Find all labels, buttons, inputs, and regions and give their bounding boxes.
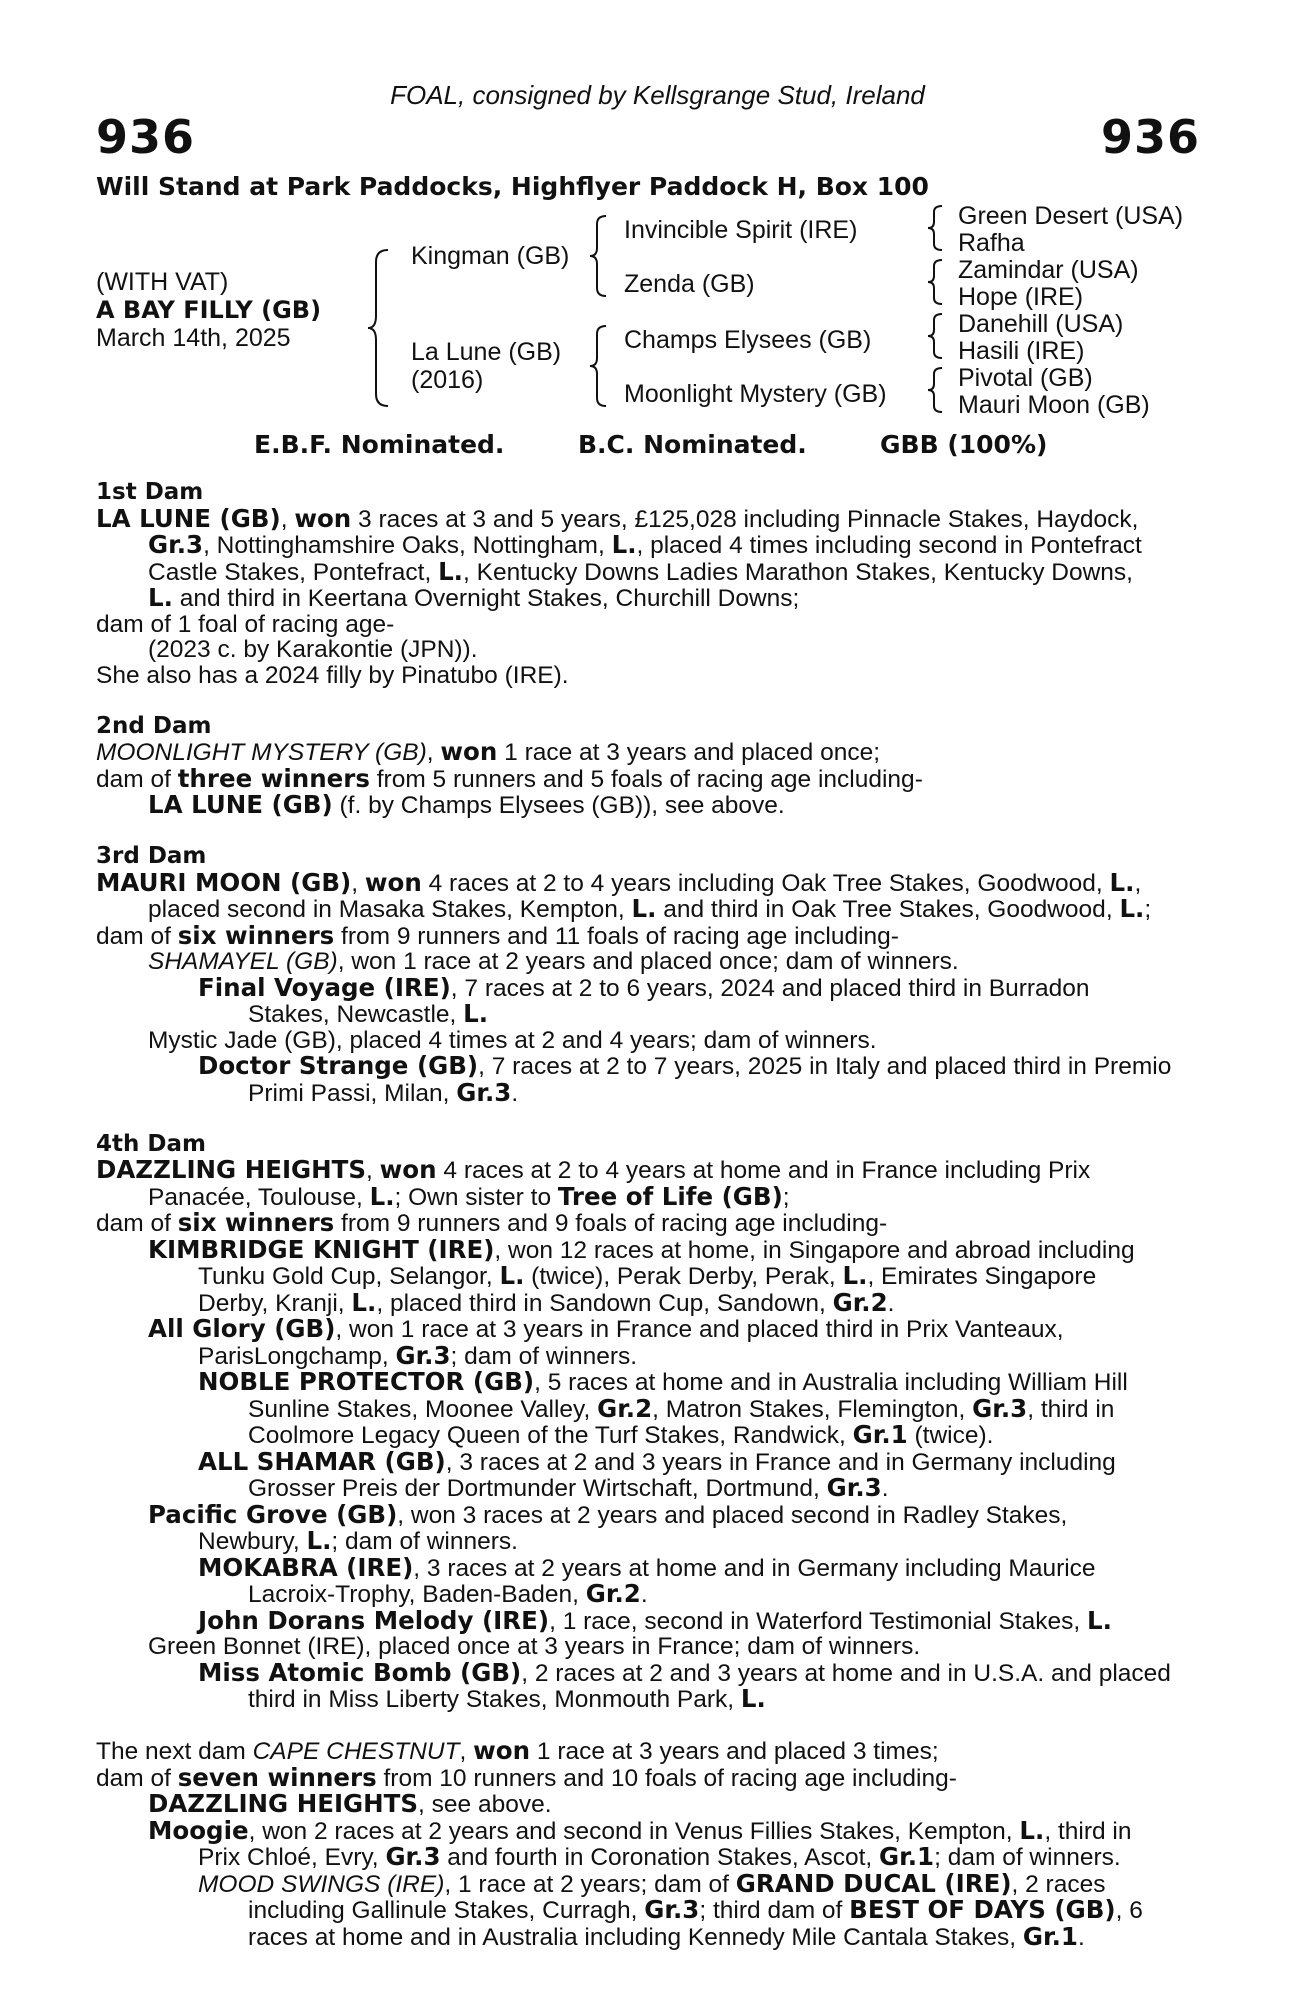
bc-nomination: B.C. Nominated. [578,430,807,459]
fourth-dam-heading: 4th Dam [96,1130,206,1157]
pedigree-brace-g4 [928,366,946,414]
pedigree-sire-dam: Zenda (GB) [624,270,755,298]
pedigree-g7: Pivotal (GB) [958,364,1093,392]
pedigree-sire-sire: Invincible Spirit (IRE) [624,216,858,244]
pedigree-sire: Kingman (GB) [411,242,570,270]
location-line: Will Stand at Park Paddocks, Highflyer Paddock H, Box 100 [96,172,929,201]
pedigree-dam-dam: Moonlight Mystery (GB) [624,380,887,408]
second-dam-name: MOONLIGHT MYSTERY (GB) [96,739,427,766]
third-dam-name: MAURI MOON (GB) [96,867,352,897]
next-dam-name: CAPE CHESTNUT [252,1738,460,1765]
pedigree-g1: Green Desert (USA) [958,202,1184,230]
pedigree-brace-main [368,248,392,408]
pedigree-dam: La Lune (GB) [411,338,562,366]
next-dam-section: The next dam CAPE CHESTNUT, won 1 race at 3 years and placed 3 times; dam of seven winners from 10 runners and 10 foals of racing age including- DAZZLING HEIGHTS, see above. Moogie, won 2 races at 2 years and second in Venus Fillies Stakes, Kempton, L., third in Prix Chloé, Evry, Gr.3 and fourth in Coronation Stakes, Ascot, Gr.1; dam of winners. MOOD SWINGS (IRE), 1 race at 2 years; dam of GRAND DUCAL (IRE), 2 races including Gallinule Stakes, Curragh, Gr.3; third dam of BEST OF DAYS (GB), 6 races at home and in Australia including Kennedy Mile Cantala Stakes, Gr.1. [96,1736,1143,1951]
pedigree-brace-g1 [928,204,946,252]
horse-dob: March 14th, 2025 [96,324,291,352]
pedigree-g6: Hasili (IRE) [958,337,1085,365]
pedigree-dam-sire: Champs Elysees (GB) [624,326,872,354]
consignor-line: FOAL, consigned by Kellsgrange Stud, Ireland [390,80,925,110]
vat-note: (WITH VAT) [96,268,229,296]
pedigree-g8: Mauri Moon (GB) [958,391,1150,419]
pedigree-brace-dam [590,324,610,408]
pedigree-g4: Hope (IRE) [958,283,1084,311]
pedigree-dam-year: (2016) [411,366,484,394]
pedigree-brace-g2 [928,258,946,306]
gbb-status: GBB (100%) [880,430,1048,459]
pedigree-brace-g3 [928,312,946,360]
third-dam-heading: 3rd Dam [96,843,207,869]
lot-number-right: 936 [1100,110,1200,164]
pedigree-brace-sire [590,214,610,298]
second-dam-heading: 2nd Dam [96,712,212,739]
fourth-dam-section: 4th Dam DAZZLING HEIGHTS, won 4 races at 2 to 4 years at home and in France including Prix Panacée, Toulouse, L.; Own sister to Tree of Life (GB); dam of six winners from 9 runners and 9 foals of racing age including- KIMBRIDGE KNIGHT (IRE), won 12 races at home, in Singapore and abroad including Tunku Gold Cup, Selangor, L. (twice), Perak Derby, Perak, L., Emirates Singapore Derby, Kranji, L., placed third in Sandown Cup, Sandown, Gr.2. All Glory (GB), won 1 race at 3 years in France and placed third in Prix Vanteaux, ParisLongchamp, Gr.3; dam of winners. NOBLE PROTECTOR (GB), 5 races at home and in Australia including William Hill Sunline Stakes, Moonee Valley, Gr.2, Matron Stakes, Flemington, Gr.3, third in Coolmore Legacy Queen of the Turf Stakes, Randwick, Gr.1 (twice). ALL SHAMAR (GB), 3 races at 2 and 3 years in France and in Germany including Grosser Preis der Dortmunder Wirtschaft, Dortmund, Gr.3. Pacific Grove (GB), won 3 races at 2 years and placed second in Radley Stakes, Newbury, L.; dam of winners. MOKABRA (IRE), 3 races at 2 years at home and in Germany including Maurice Lacroix-Trophy, Baden-Baden, Gr.2. John Dorans Melody (IRE), 1 race, second in Waterford Testimonial Stakes, L. Green Bonnet (IRE), placed once at 3 years in France; dam of winners. Miss Atomic Bomb (GB), 2 races at 2 and 3 years at home and in U.S.A. and placed third in Miss Liberty Stakes, Monmouth Park, L. [96,1132,1206,1713]
lot-number-left: 936 [96,110,196,164]
first-dam-name: LA LUNE (GB) [96,503,281,533]
second-dam-section: 2nd Dam MOONLIGHT MYSTERY (GB), won 1 race at 3 years and placed once; dam of three winners from 5 runners and 5 foals of racing age including- LA LUNE (GB) (f. by Champs Elysees (GB)), see above. [96,714,1206,819]
first-dam-heading: 1st Dam [96,479,204,505]
horse-name: A BAY FILLY (GB) [96,296,322,324]
third-dam-section: 3rd Dam MAURI MOON (GB), won 4 races at 2 to 4 years including Oak Tree Stakes, Goodwood, L., placed second in Masaka Stakes, Kempton, L. and third in Oak Tree Stakes, Goodwood, L.; dam of six winners from 9 runners and 11 foals of racing age including- SHAMAYEL (GB), won 1 race at 2 years and placed once; dam of winners. Final Voyage (IRE), 7 races at 2 to 6 years, 2024 and placed third in Burradon Stakes, Newcastle, L. Mystic Jade (GB), placed 4 times at 2 and 4 years; dam of winners. Doctor Strange (GB), 7 races at 2 to 7 years, 2025 in Italy and placed third in Premio Primi Passi, Milan, Gr.3. [96,844,1206,1106]
ebf-nomination: E.B.F. Nominated. [254,430,505,459]
pedigree-g5: Danehill (USA) [958,310,1124,338]
pedigree-g3: Zamindar (USA) [958,256,1139,284]
first-dam-section: 1st Dam LA LUNE (GB), won 3 races at 3 and 5 years, £125,028 including Pinnacle Stakes, Haydock, Gr.3, Nottinghamshire Oaks, Nottingham, L., placed 4 times including second in Pontefract Castle Stakes, Pontefract, L., Kentucky Downs Ladies Marathon Stakes, Kentucky Downs, L. and third in Keertana Overnight Stakes, Churchill Downs; dam of 1 foal of racing age- (2023 c. by Karakontie (JPN)). She also has a 2024 filly by Pinatubo (IRE). [96,480,1206,688]
fourth-dam-name: DAZZLING HEIGHTS [96,1155,367,1184]
catalogue-body [96,480,1206,1976]
pedigree-g2: Rafha [958,229,1025,257]
